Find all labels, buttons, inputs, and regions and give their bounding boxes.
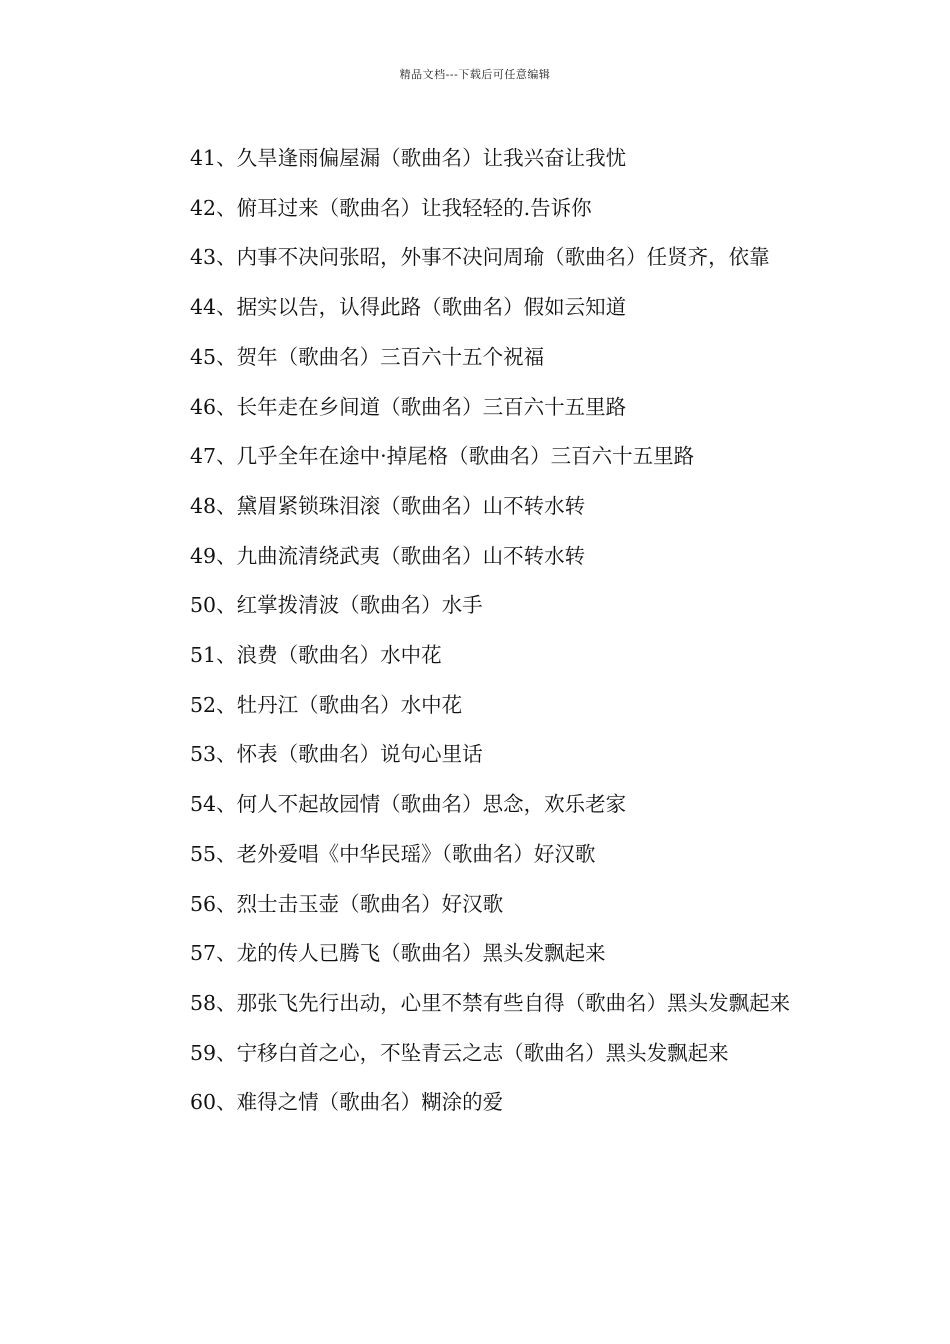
list-item-48: 48、黛眉紧锁珠泪滚（歌曲名）山不转水转 (190, 493, 586, 518)
riddle-list (145, 134, 815, 1128)
list-item-51: 51、浪费（歌曲名）水中花 (190, 643, 442, 668)
list-item-52: 52、牡丹江（歌曲名）水中花 (190, 692, 463, 717)
list-item-60: 60、难得之情（歌曲名）糊涂的爱 (190, 1090, 504, 1115)
list-item-55: 55、老外爱唱《中华民瑶》（歌曲名）好汉歌 (190, 841, 596, 866)
list-item-47: 47、几乎全年在途中·掉尾格（歌曲名）三百六十五里路 (190, 444, 695, 469)
list-item-41: 41、久旱逢雨偏屋漏（歌曲名）让我兴奋让我忧 (190, 146, 627, 170)
list-item-43: 43、内事不决问张昭，外事不决问周瑜（歌曲名）任贤齐，依靠 (190, 245, 770, 270)
list-item-44: 44、据实以告，认得此路（歌曲名）假如云知道 (190, 295, 627, 320)
list-item-50: 50、红掌拨清波（歌曲名）水手 (190, 593, 483, 618)
list-item-49: 49、九曲流清绕武夷（歌曲名）山不转水转 (190, 543, 586, 568)
list-item-59: 59、宁移白首之心，不坠青云之志（歌曲名）黑头发飘起来 (190, 1040, 729, 1065)
list-item-53: 53、怀表（歌曲名）说句心里话 (190, 742, 483, 767)
list-item-54: 54、何人不起故园情（歌曲名）思念，欢乐老家 (190, 792, 627, 817)
list-item-56: 56、烈士击玉壶（歌曲名）好汉歌 (190, 891, 504, 916)
list-item-58: 58、那张飞先行出动，心里不禁有些自得（歌曲名）黑头发飘起来 (190, 990, 791, 1015)
list-item-57: 57、龙的传人已腾飞（歌曲名）黑头发飘起来 (190, 941, 606, 966)
list-item-45: 45、贺年（歌曲名）三百六十五个祝福 (190, 344, 545, 369)
document-header: 精品文档---下载后可任意编辑 (399, 68, 551, 81)
list-item-42: 42、俯耳过来（歌曲名）让我轻轻的.告诉你 (190, 195, 592, 220)
list-item-46: 46、长年走在乡间道（歌曲名）三百六十五里路 (190, 394, 627, 419)
